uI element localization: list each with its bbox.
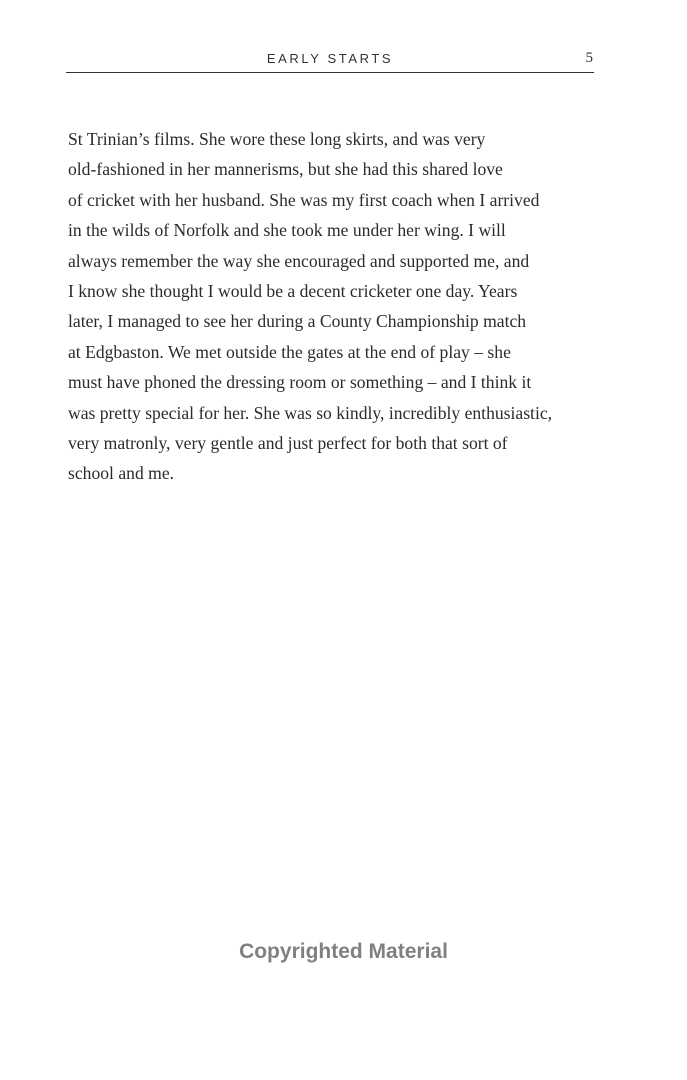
body-line: St Trinian’s films. She wore these long skirts, and was very — [68, 129, 486, 149]
body-text — [68, 124, 598, 489]
body-line: later, I managed to see her during a County Championship match — [68, 311, 527, 332]
running-header — [66, 50, 594, 73]
body-line: old-fashioned in her mannerisms, but she had this shared love — [68, 159, 503, 180]
copyright-watermark: Copyrighted Material — [239, 940, 448, 963]
body-line: always remember the way she encouraged and supported me, and — [68, 250, 530, 271]
running-title: EARLY STARTS — [266, 51, 394, 66]
body-line: of cricket with her husband. She was my first coach when I arrived — [68, 189, 540, 210]
body-line: in the wilds of Norfolk and she took me under her wing. I will — [68, 220, 506, 241]
body-line: at Edgbaston. We met outside the gates at the end of play – she — [68, 341, 511, 362]
body-line: was pretty special for her. She was so kindly, incredibly enthusiastic, — [68, 402, 553, 423]
body-line: I know she thought I would be a decent cricketer one day. Years — [68, 280, 518, 301]
body-line: school and me. — [68, 463, 175, 484]
page-number: 5 — [585, 50, 593, 66]
body-line: must have phoned the dressing room or something – and I think it — [68, 372, 532, 393]
body-line: very matronly, very gentle and just perfect for both that sort of — [68, 432, 508, 453]
